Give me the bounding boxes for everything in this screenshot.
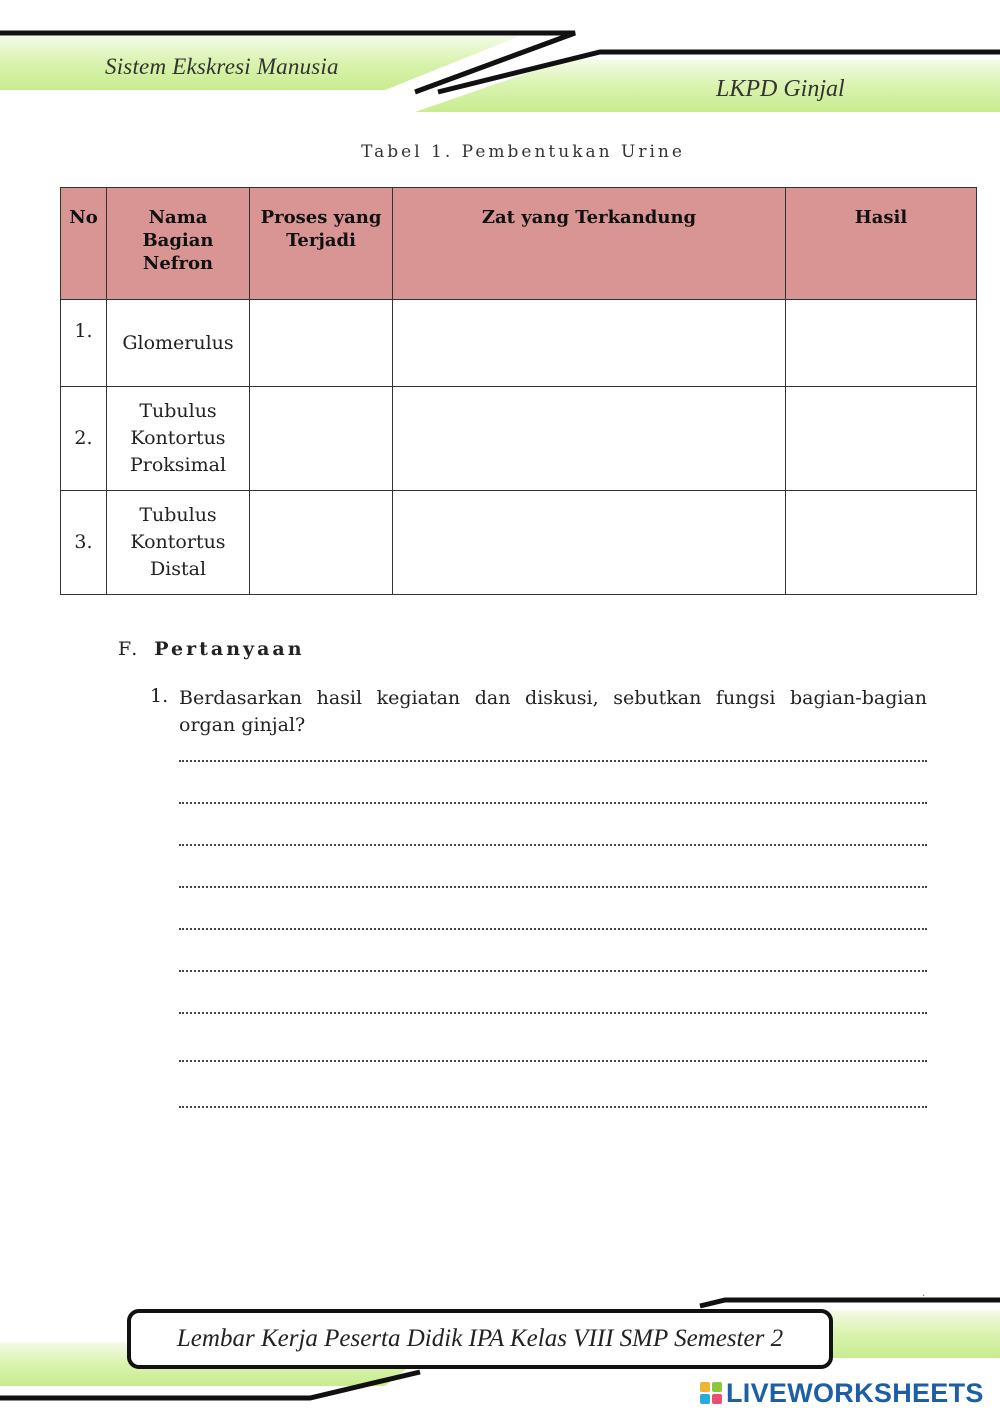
row-nama [107, 491, 250, 595]
liveworksheets-grid-icon [700, 1382, 722, 1404]
row-proses-cell[interactable] [250, 491, 393, 595]
table-row [61, 491, 977, 595]
header-no: No [61, 188, 107, 300]
answer-line-5[interactable] [179, 928, 927, 930]
answer-line-8[interactable] [179, 1060, 927, 1062]
section-title: Pertanyaan [154, 638, 305, 660]
question-text: Berdasarkan hasil kegiatan dan diskusi, sebutkan fungsi bagian-bagian organ ginjal? [179, 687, 927, 736]
row-hasil-cell[interactable] [786, 300, 977, 387]
liveworksheets-logo [700, 1377, 984, 1409]
section-heading [118, 638, 305, 660]
header-proses: Proses yang Terjadi [250, 188, 393, 300]
answer-line-4[interactable] [179, 886, 927, 888]
question-number: 1. [150, 685, 169, 707]
header-hasil: Hasil [786, 188, 977, 300]
row-proses-cell[interactable] [250, 387, 393, 491]
header-nama-label: Nama Bagian Nefron [142, 207, 214, 274]
row-no: 1. [61, 300, 107, 387]
header-left-title: Sistem Ekskresi Manusia [105, 54, 339, 79]
brand-text: LIVEWORKSHEETS [726, 1377, 984, 1408]
table-caption: Tabel 1. Pembentukan Urine [361, 142, 685, 162]
table-row [61, 387, 977, 491]
header-nama-bagian-nefron [107, 188, 250, 300]
row-zat-cell[interactable] [393, 387, 786, 491]
row-hasil-cell[interactable] [786, 387, 977, 491]
header-right-band [415, 60, 1000, 112]
footer-text: Lembar Kerja Peserta Didik IPA Kelas VIII SMP Semester 2 [176, 1325, 784, 1352]
row-nama-text: Tubulus Kontortus Proksimal [129, 400, 227, 476]
row-no: 2. [61, 387, 107, 491]
answer-line-1[interactable] [179, 760, 927, 762]
answer-line-9[interactable] [179, 1106, 927, 1108]
row-zat-cell[interactable] [393, 300, 786, 387]
row-nama-text: Tubulus Kontortus Distal [130, 504, 226, 580]
section-letter: F. [118, 638, 141, 660]
row-hasil-cell[interactable] [786, 491, 977, 595]
answer-line-6[interactable] [179, 970, 927, 972]
row-zat-cell[interactable] [393, 491, 786, 595]
answer-line-2[interactable] [179, 802, 927, 804]
nephron-table [60, 187, 977, 595]
table-header-row [61, 188, 977, 300]
row-proses-cell[interactable] [250, 300, 393, 387]
row-no: 3. [61, 491, 107, 595]
row-nama [107, 387, 250, 491]
stray-dot: . [922, 1288, 926, 1299]
header-zat: Zat yang Terkandung [393, 188, 786, 300]
table-row [61, 300, 977, 387]
header-right-title: LKPD Ginjal [716, 76, 845, 102]
answer-line-3[interactable] [179, 844, 927, 846]
answer-line-7[interactable] [179, 1012, 927, 1014]
row-nama: Glomerulus [107, 300, 250, 387]
